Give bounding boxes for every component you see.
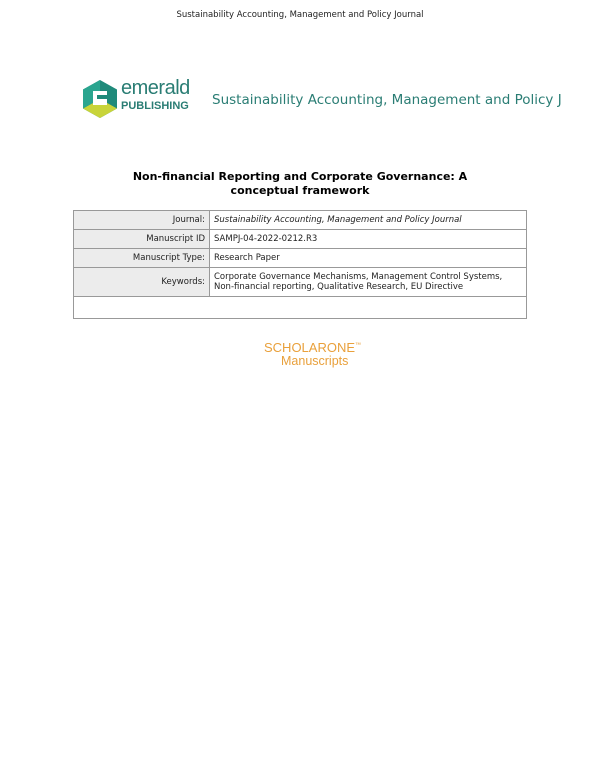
table-row-empty [74, 297, 527, 319]
logo-text-publishing: PUBLISHING [121, 100, 189, 112]
manuscript-id-value: SAMPJ-04-2022-0212.R3 [210, 230, 527, 249]
journal-banner: Sustainability Accounting, Management and Policy J [212, 92, 562, 108]
keywords-label: Keywords: [74, 268, 210, 297]
keywords-value: Corporate Governance Mechanisms, Management Control Systems, Non-financial reporting, Qualitative Research, EU Directive [210, 268, 527, 297]
table-row [74, 211, 527, 230]
manuscript-type-label: Manuscript Type: [74, 249, 210, 268]
journal-value: Sustainability Accounting, Management and Policy Journal [210, 211, 527, 230]
table-row [74, 268, 527, 297]
table-row [74, 230, 527, 249]
journal-label: Journal: [74, 211, 210, 230]
table-row [74, 249, 527, 268]
paper-title: Non-financial Reporting and Corporate Governance: A conceptual framework [132, 170, 468, 197]
emerald-hexagon-icon [82, 80, 118, 118]
manuscript-details-table [73, 210, 527, 319]
emerald-publishing-logo [82, 77, 202, 118]
scholarone-logo [264, 340, 361, 355]
scholarone-manuscripts-text: Manuscripts [281, 354, 349, 368]
manuscript-id-label: Manuscript ID [74, 230, 210, 249]
scholarone-text: SCHOLARONE [264, 340, 356, 355]
trademark-symbol: ™ [355, 342, 362, 349]
running-header: Sustainability Accounting, Management and Policy Journal [176, 10, 424, 20]
manuscript-type-value: Research Paper [210, 249, 527, 268]
logo-text-emerald: emerald [121, 77, 190, 99]
empty-cell [74, 297, 527, 319]
